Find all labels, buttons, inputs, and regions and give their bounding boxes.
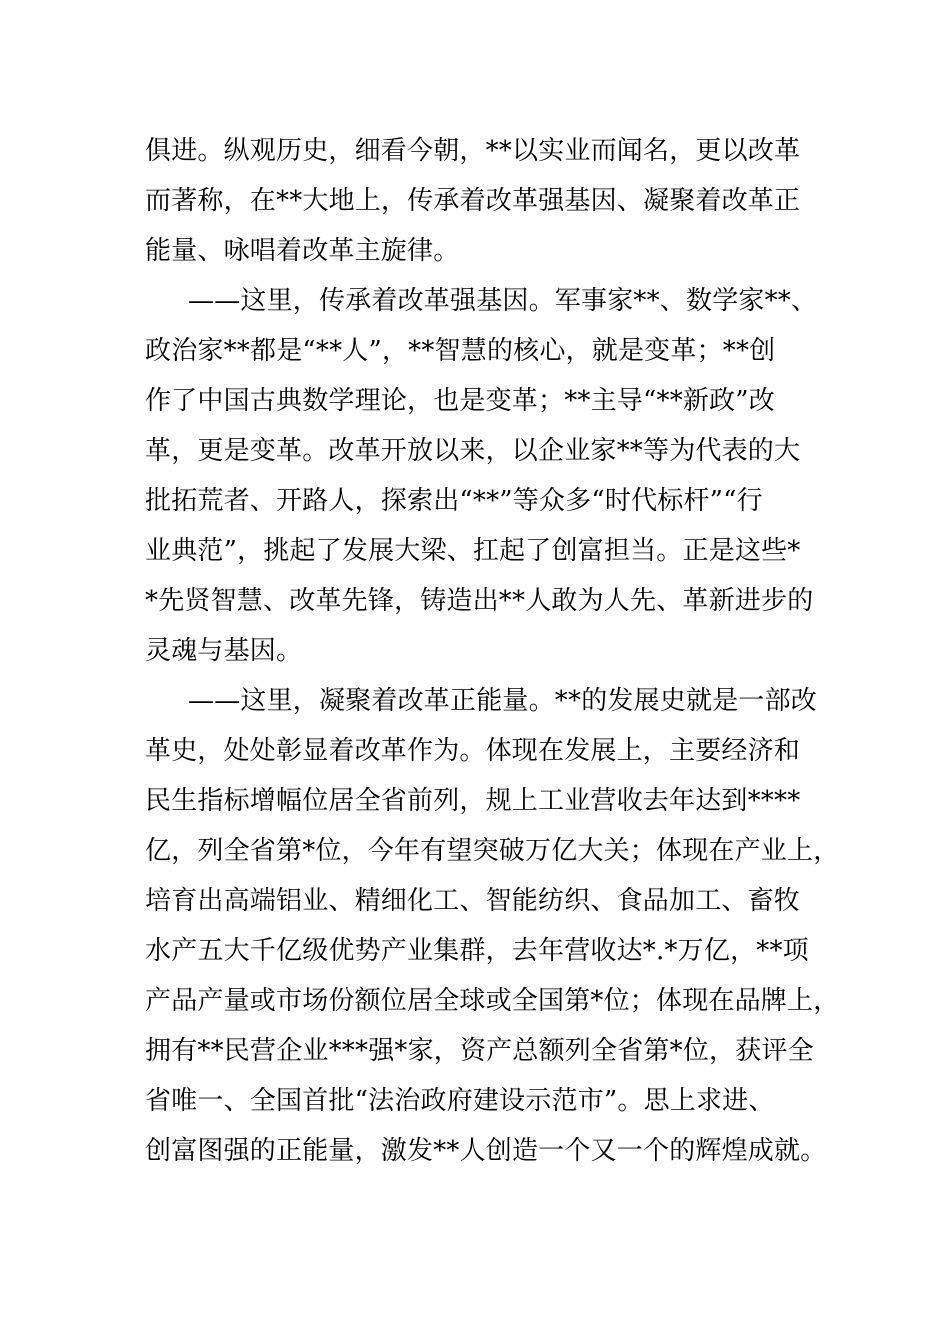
text-line: 批拓荒者、开路人，探索出“**”等众多“时代标杆”“行 [145,486,763,516]
text-line: 省唯一、全国首批“法治政府建设示范市”。思上求进、 [145,1086,775,1116]
text-line: 俱进。纵观历史，细看今朝，**以实业而闻名，更以改革 [145,136,801,166]
text-line: 灵魂与基因。 [145,636,303,666]
text-line: 创富图强的正能量，激发**人创造一个又一个的辉煌成就。 [145,1136,827,1166]
text-line: 而著称，在**大地上，传承着改革强基因、凝聚着改革正 [145,186,801,216]
text-line: 业典范”，挑起了发展大梁、扛起了创富担当。正是这些* [145,536,801,566]
text-line: 民生指标增幅位居全省前列，规上工业营收去年达到**** [145,786,801,816]
text-line: *先贤智慧、改革先锋，铸造出**人敢为人先、革新进步的 [145,586,814,616]
text-line: 革史，处处彰显着改革作为。体现在发展上，主要经济和 [145,736,801,766]
text-line: 拥有**民营企业***强*家，资产总额列全省第*位，获评全 [145,1036,814,1066]
paragraph-start-line: ——这里，传承着改革强基因。军事家**、数学家**、 [188,286,818,316]
text-line: 作了中国古典数学理论，也是变革；**主导“**新政”改 [145,386,775,416]
text-line: 能量、咏唱着改革主旋律。 [145,236,460,266]
text-line: 革，更是变革。改革开放以来，以企业家**等为代表的大 [145,436,801,466]
text-line: 产品产量或市场份额位居全球或全国第*位；体现在品牌上， [145,986,840,1016]
text-line: 培育出高端铝业、精细化工、智能纺织、食品加工、畜牧 [145,886,801,916]
text-line: 水产五大千亿级优势产业集群，去年营收达*.*万亿，**项 [145,936,809,966]
text-line: 政治家**都是“**人”，**智慧的核心，就是变革；**创 [145,336,776,366]
paragraph-start-line: ——这里，凝聚着改革正能量。**的发展史就是一部改 [188,686,818,716]
text-line: 亿，列全省第*位，今年有望突破万亿大关；体现在产业上， [145,836,840,866]
